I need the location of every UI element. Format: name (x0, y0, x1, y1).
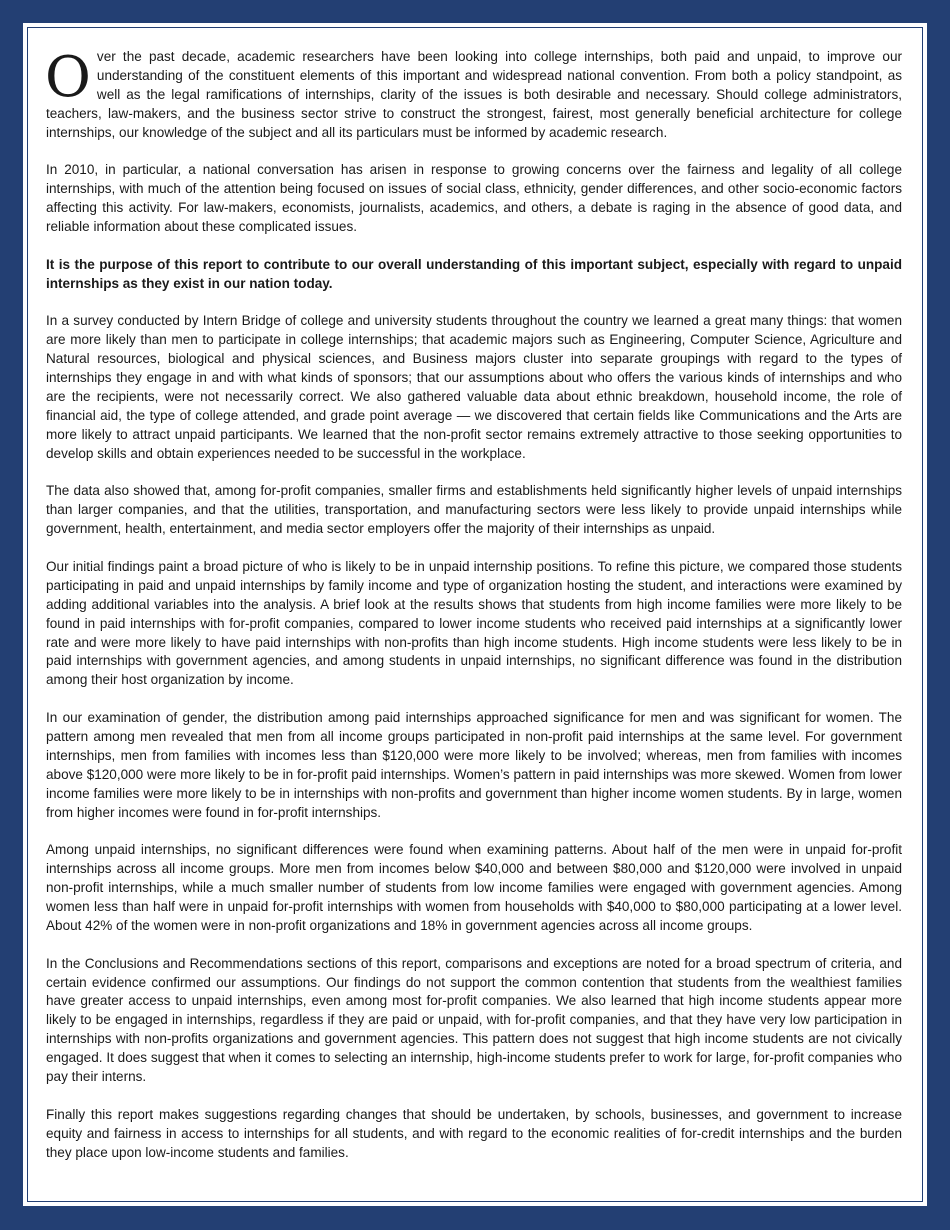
paragraph-conclusions: In the Conclusions and Recommendations sections of this report, comparisons and exceptions are noted for a broad spectrum of criteria, and certain evidence confirmed our assumptions. Our findings do not support the common contention that students from the wealthiest families have greater access to unpaid internships, even among most for-profit companies. We also learned that high income students appear more likely to be engaged in internships, regardless if they are paid or unpaid, with for-profit companies, and that they have very low participation in internships with non-profits organizations and government agencies. This pattern does not suggest that high income students are not civically engaged. It does suggest that when it comes to selecting an internship, high-income students prefer to work for large, for-profit companies who pay their interns. (46, 955, 902, 1085)
page-paper (23, 23, 927, 1206)
paragraph-initial-findings: Our initial findings paint a broad picture of who is likely to be in unpaid internship positions. To refine this picture, we compared those students participating in paid and unpaid internships by family income and type of organization hosting the student, and interactions were examined by adding additional variables into the analysis. A brief look at the results shows that students from high income families were more likely to be found in paid internships with for-profit companies, compared to lower income students who received paid internships at a significantly lower rate and were more likely to have paid internships with non-profits than high income students. High income students were less likely to be in paid internships with government agencies, and among students in unpaid internships, no significant difference was found in the distribution among their host organization by income. (46, 558, 902, 688)
paragraph-intro (45, 45, 902, 143)
paragraph-survey-findings: In a survey conducted by Intern Bridge of college and university students throughout the country we learned a great many things: that women are more likely than men to participate in college internships; that academic majors such as Engineering, Computer Science, Agriculture and Natural resources, biological and physical sciences, and Business majors cluster into separate groupings with regard to the types of internships they engage in and with what kinds of sponsors; that our assumptions about who offers the various kinds of internships and who are the recipients, were not necessarily correct. We also gathered valuable data about ethnic breakdown, household income, the role of financial aid, the type of college attended, and grade point average — we discovered that certain fields like Communications and the Arts are more likely to attract unpaid participants. We learned that the non-profit sector remains extremely attractive to those seeking opportunities to develop skills and obtain experiences needed to be successful in the workplace. (46, 313, 902, 461)
paragraph-national-conversation: In 2010, in particular, a national conversation has arisen in response to growing concerns over the fairness and legality of all college internships, with much of the attention being focused on issues of social class, ethnicity, gender differences, and other socio-economic factors affecting this activity. For law-makers, economists, journalists, academics, and others, a debate is raging in the absence of good data, and reliable information about these complicated issues. (46, 162, 902, 235)
paragraph-report-purpose: It is the purpose of this report to contribute to our overall understanding of this important subject, especially with regard to unpaid internships as they exist in our nation today. (46, 256, 902, 291)
paragraph-suggestions: Finally this report makes suggestions regarding changes that should be undertaken, by schools, businesses, and government to increase equity and fairness in access to internships for all students, and with regard to the economic realities of for-credit internships and the burden they place upon low-income students and families. (46, 1106, 902, 1160)
document-body (45, 45, 902, 1181)
paragraph-gender-unpaid: Among unpaid internships, no significant differences were found when examining patterns. About half of the men were in unpaid for-profit internships across all income groups. More men from incomes below $40,000 and between $80,000 and $120,000 were involved in unpaid non-profit internships, while a much smaller number of students from low income families were engaged with government agencies. Among women less than half were in unpaid for-profit internships with women from households with $40,000 to $80,000 participating at a lower level. About 42% of the women were in non-profit organizations and 18% in government agencies across all income groups. (46, 842, 902, 933)
paragraph-gender-paid: In our examination of gender, the distribution among paid internships approached significance for men and was significant for women. The pattern among men revealed that men from all income groups participated in non-profit paid internships at the same level. For government internships, men from families with incomes less than $120,000 were more likely to be involved; whereas, men from families with incomes above $120,000 were more likely to be in for-profit paid internships. Women’s pattern in paid internships was more skewed. Women from lower income families were more likely to be in internships with non-profits and government than higher income women students. By in large, women from higher incomes were found in for-profit internships. (46, 710, 902, 820)
drop-cap: O (45, 45, 91, 110)
paragraph-intro-text: ver the past decade, academic researchers have been looking into college internships, both paid and unpaid, to improve our understanding of the constituent elements of this important and widespread national convention. From both a policy standpoint, as well as the legal ramifications of internships, clarity of the issues is both desirable and necessary. Should college administrators, teachers, law-makers, and the business sector strive to construct the strongest, fairest, most generally beneficial architecture for college internships, our knowledge of the subject and all its particulars must be informed by academic research. (46, 49, 902, 140)
paragraph-for-profit-data: The data also showed that, among for-profit companies, smaller firms and establishments held significantly higher levels of unpaid internships than larger companies, and that the utilities, transportation, and manufacturing sectors were less likely to provide unpaid internships while government, health, entertainment, and media sector employers offer the majority of their internships as unpaid. (46, 483, 902, 537)
